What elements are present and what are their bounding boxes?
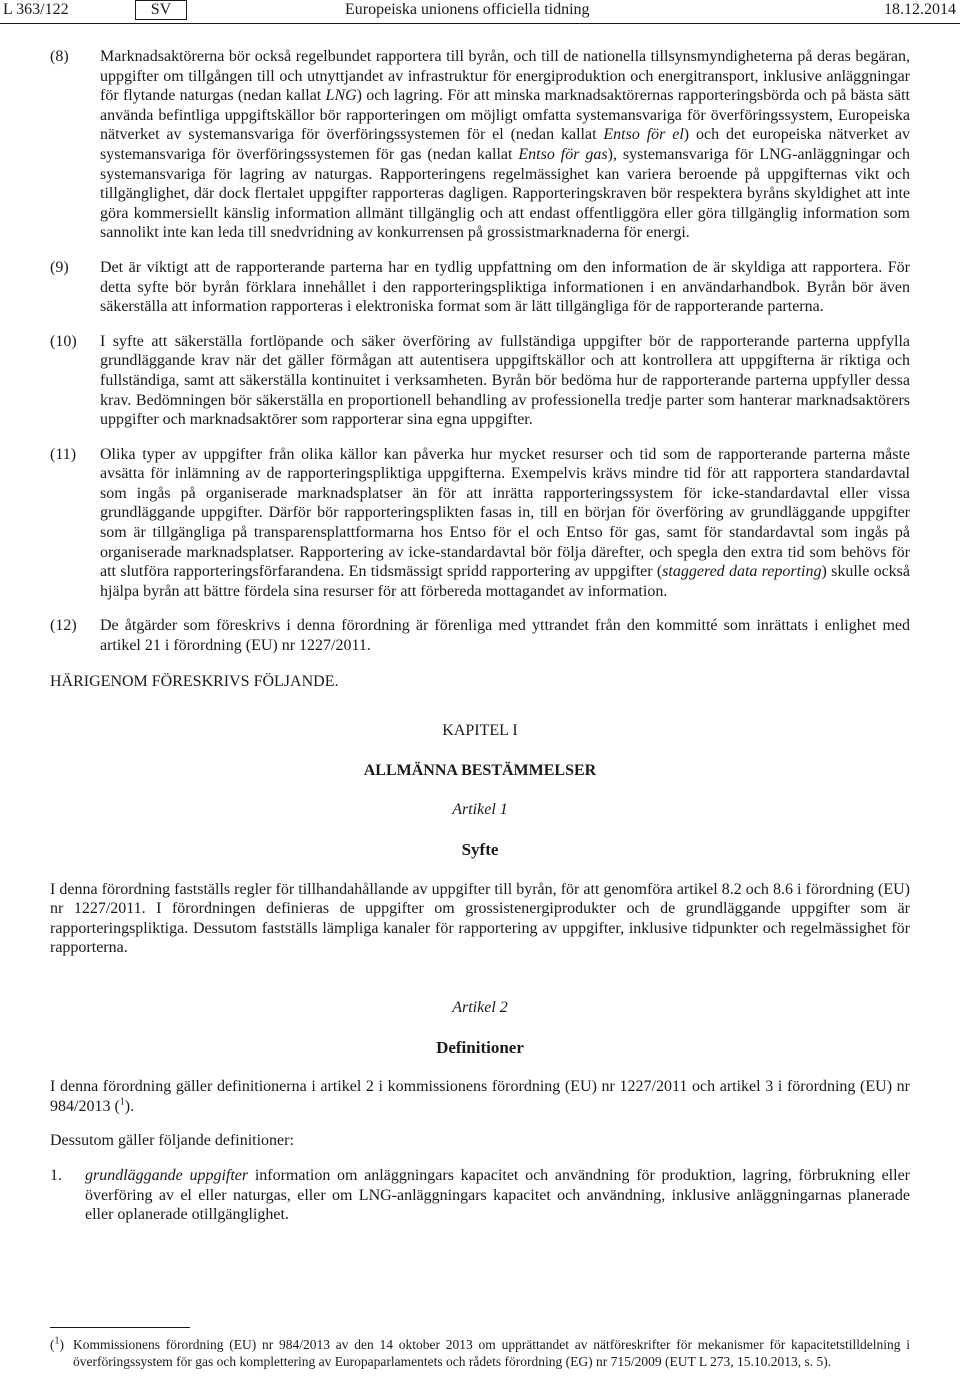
recital-text: ) och det europeiska nätverket av systemansvariga för överföringssystemen för gas (nedan kallat xyxy=(100,126,911,163)
recital-text: De åtgärder som föreskrivs i denna förordning är förenliga med yttrandet från den kommitté som inrättats i enlighet med artikel 21 i förordning (EU) nr 1227/2011. xyxy=(100,617,910,655)
recital-number: (12) xyxy=(50,617,77,635)
recital-text: staggered data reporting xyxy=(662,563,822,581)
article-2-intro-text: I denna förordning gäller definitionerna i artikel 2 i kommissionens förordning (EU) nr 1227/2011 och artikel 3 i förordning (EU) nr 984/2013 ( xyxy=(50,1078,910,1115)
article-2-intro-end: ). xyxy=(124,1097,135,1115)
article-1-label: Artikel 1 xyxy=(452,801,508,819)
recital-number: (11) xyxy=(50,445,77,463)
recital-text: ) och lagring. För att minska marknadsaktörernas rapporteringsbörda och på bästa sätt använda befintliga uppgiftskällor bör rapporteringen om möjligt omfatta systemansvariga för överföringssystem, Europeiska nätverket av systemansvariga för överföringssystemen för el (nedan kallat xyxy=(100,87,910,144)
chapter-label: KAPITEL I xyxy=(442,722,518,740)
definition-number: 1. xyxy=(50,1166,62,1184)
recital xyxy=(50,258,910,317)
footnote-reference[interactable]: 1 xyxy=(119,1096,125,1108)
article-2-title: Definitioner xyxy=(436,1037,524,1057)
recital-text: Det är viktigt att de rapporterande parterna har en tydlig uppfattning om den information de är skyldiga att rapportera. För detta syfte bör byrån förklara innehållet i den rapporteringspliktiga informationen i en användarhandbok. Byrån bör även säkerställa att information rapporteras i elektroniska format som är lätt tillgängliga för de rapporterande parterna. xyxy=(100,258,910,316)
recital xyxy=(50,47,910,243)
article-1-text: I denna förordning fastställs regler för tillhandahållande av uppgifter till byrån, för att genomföra artikel 8.2 och 8.6 i förordning (EU) nr 1227/2011. I förordningen definieras de uppgifter om grossistenergiprodukter och de grundläggande uppgifter som är rapporteringspliktiga. Dessutom fastställs lämpliga kanaler för rapportering av uppgifter, inklusive tidpunkter och regelmässighet för rapporterna. xyxy=(50,880,910,957)
article-2-label: Artikel 2 xyxy=(452,998,508,1016)
document-body xyxy=(50,47,910,1225)
recital-text: I syfte att säkerställa fortlöpande och säker överföring av fullständiga uppgifter bör de rapporterande parterna uppfylla grundläggande krav när det gäller förmågan att autentisera uppgiftskällor och att kontrollera att uppgifterna är riktiga och fullständiga, samt att säkerställa kontinuitet i verksamheten. Byrån bör bedöma hur de rapporterande parterna uppfyller dessa krav. Bedömningen bör säkerställa en proportionell behandling av professionella tredje parter som hanterar marknadsaktörers uppgifter och marknadsaktörer som rapporterar sina egna uppgifter. xyxy=(100,332,910,429)
recital-number: (10) xyxy=(50,332,77,350)
recitals xyxy=(50,47,910,656)
enacting-formula: HÄRIGENOM FÖRESKRIVS FÖLJANDE. xyxy=(50,672,339,690)
article-1-title: Syfte xyxy=(461,840,499,859)
header-rule xyxy=(0,23,960,24)
chapter-title: ALLMÄNNA BESTÄMMELSER xyxy=(363,761,597,779)
article-2-intro xyxy=(50,1077,910,1116)
page-header xyxy=(0,0,960,22)
journal-title: Europeiska unionens officiella tidning xyxy=(345,1,590,18)
recital-number: (8) xyxy=(50,48,69,65)
recital-text: ), systemansvariga för LNG-anläggningar och systemansvariga för lagring av naturgas. Rapporteringens regelmässighet kan variera beroende på uppgifternas vikt och tillgänglighet, där dock flertalet uppgifter rapporteras dagligen. Rapporteringskraven bör respektera byråns skyldighet att inte göra kommersiellt känslig information allmänt tillgänglig och att endast offentliggöra eller göra tillgänglig information som sannolikt inte kan leda till snedvridning av konkurrensen på grossistmarknaderna för energi. xyxy=(100,145,911,242)
definition-text: information om anläggningars kapacitet och användning för produktion, lagring, förbrukning eller överföring av el eller naturgas, eller om LNG-anläggningars kapacitet och användning, inklusive anläggningarnas planerade eller oplanerade otillgänglighet. xyxy=(85,1166,911,1224)
definitions-list xyxy=(50,1166,910,1225)
definition-item xyxy=(50,1166,910,1225)
recital-text: Entso för gas xyxy=(518,145,608,163)
recital-text: Olika typer av uppgifter från olika källor kan påverka hur mycket resurser och tid som de rapporterande parterna måste avsätta för inlämning av de rapporteringspliktiga uppgifterna. Exempelvis krävs mindre tid för att rapportera standardavtal som ingås på organiserade marknadsplatser än för att inrätta rapporteringssystem för icke-standardavtal eller vissa grundläggande uppgifter. Därför bör rapporteringsplikten fasas in, till en början för överföring av grundläggande uppgifter som är tillgängliga på transparensplattformarna hos Entso för el och Entso för gas, samt för standardavtal som ingås på organiserade marknadsplatser. Rapportering av icke-standardavtal bör följa därefter, och spegla den extra tid som behövs för att slutföra rapporteringsförfarandena. En tidsmässigt spridd rapportering av uppgifter ( xyxy=(100,445,910,581)
recital-text: LNG xyxy=(325,87,357,105)
recital-text: Entso för el xyxy=(603,126,684,144)
spacer xyxy=(50,973,910,998)
page-reference: L 363/122 xyxy=(3,1,69,18)
language-box: SV xyxy=(135,0,187,20)
footnote-mark: ($^1$) xyxy=(50,1335,64,1352)
recital-text: Marknadsaktörerna bör också regelbundet rapportera till byrån, och till de nationella tillsynsmyndigheterna på deras begäran, uppgifter om tillgången till och utnyttjandet av infrastruktur för energiproduktion och energitransport, inklusive anläggningar för flytande naturgas (nedan kallat xyxy=(100,48,910,105)
definition-term: grundläggande uppgifter xyxy=(85,1166,249,1184)
recital xyxy=(50,616,910,655)
recital-number: (9) xyxy=(50,258,69,276)
footnote xyxy=(50,1336,910,1370)
recital-text: ) skulle också hjälpa byrån att bättre fördela sina resurser för att förbereda mottagandet av information. xyxy=(100,563,910,600)
publication-date: 18.12.2014 xyxy=(884,1,956,18)
article-2-intro2: Dessutom gäller följande definitioner: xyxy=(50,1132,294,1150)
recital xyxy=(50,445,910,602)
footnote-rule xyxy=(50,1327,190,1328)
recital xyxy=(50,332,910,430)
footnote-text: Kommissionens förordning (EU) nr 984/2013 av den 14 oktober 2013 om upprättandet av nätföreskrifter för mekanismer för kapacitetstilldelning i överföringssystem för gas och komplettering av Europaparlamentets och rådets förordning (EG) nr 715/2009 (EUT L 273, 15.10.2013, s. 5). xyxy=(73,1337,910,1369)
